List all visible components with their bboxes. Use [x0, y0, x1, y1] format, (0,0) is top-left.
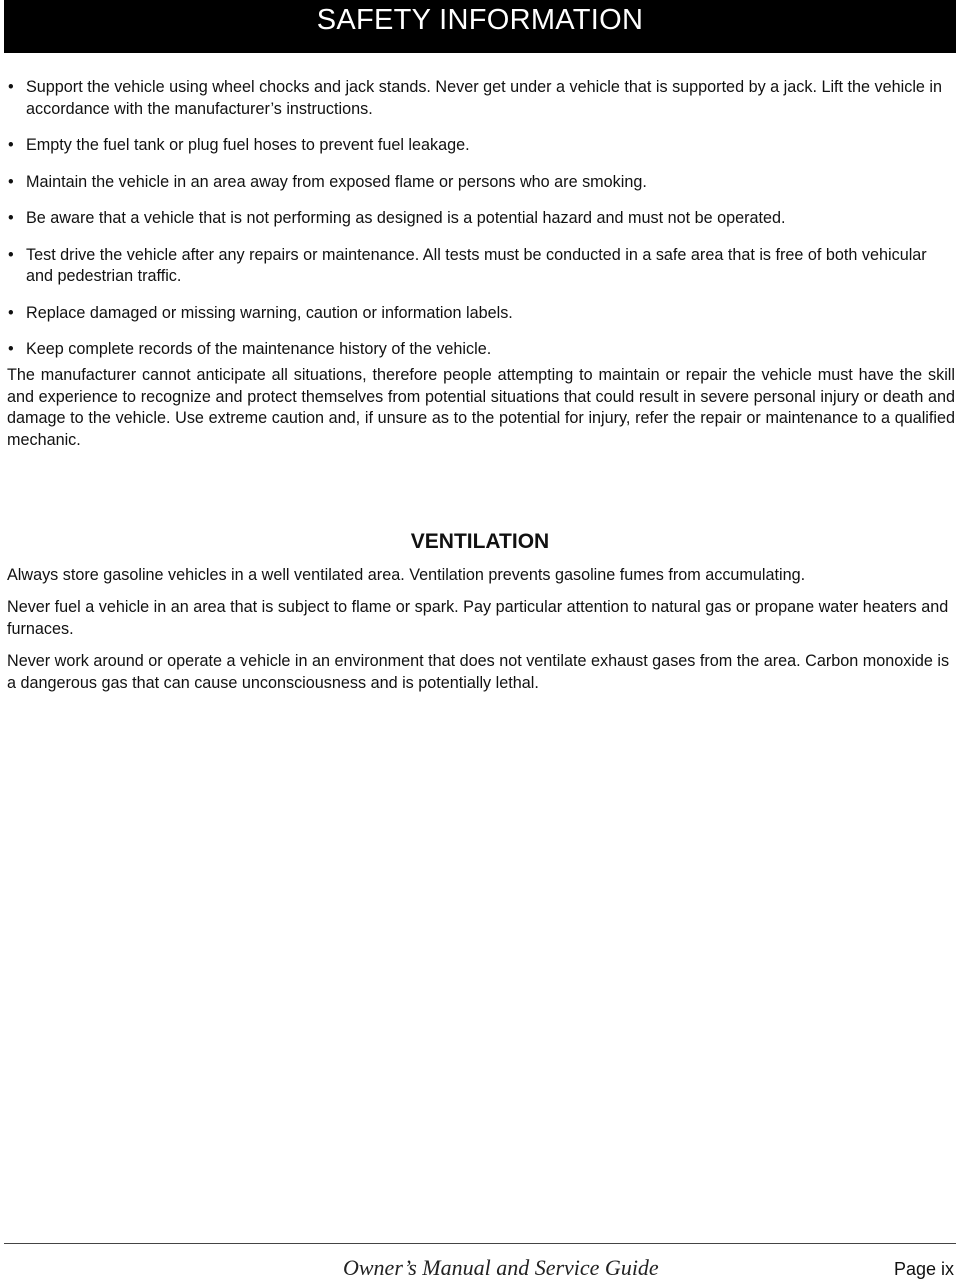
list-item — [6, 77, 956, 120]
list-item — [6, 245, 956, 288]
list-item-text: Keep complete records of the maintenance history of the vehicle. — [26, 340, 492, 358]
list-item — [6, 208, 956, 230]
list-item — [6, 303, 956, 325]
list-item — [6, 172, 956, 194]
footer-document-title: Owner’s Manual and Service Guide — [343, 1255, 659, 1280]
list-item-text: Support the vehicle using wheel chocks and jack stands. Never get under a vehicle that is supported by a jack. Lift the vehicle in accordance with the manufacturer’s instructions. — [26, 78, 943, 118]
page-title: SAFETY INFORMATION — [316, 4, 644, 36]
footer-divider — [4, 1243, 956, 1244]
section-header-bar — [4, 0, 956, 53]
list-item-text: Empty the fuel tank or plug fuel hoses to prevent fuel leakage. — [26, 136, 470, 154]
list-item-text: Be aware that a vehicle that is not performing as designed is a potential hazard and must not be operated. — [26, 209, 786, 227]
ventilation-heading: VENTILATION — [410, 530, 550, 553]
list-item-text: Replace damaged or missing warning, caution or information labels. — [26, 303, 513, 322]
bullet-icon: • — [8, 209, 14, 227]
list-item-text: Test drive the vehicle after any repairs or maintenance. All tests must be conducted in a safe area that is free of both vehicular and pedestrian traffic. — [26, 245, 927, 285]
bullet-icon: • — [8, 303, 14, 322]
bullet-icon: • — [8, 78, 14, 96]
list-item — [6, 135, 956, 157]
safety-bullet-list — [6, 77, 956, 376]
list-item — [6, 339, 956, 361]
page-number: Page ix — [893, 1259, 954, 1279]
ventilation-paragraph: Never work around or operate a vehicle in an environment that does not ventilate exhaust gases from the area. Carbon monoxide is a dangerous gas that can cause unconsciousness and is potentially lethal. — [7, 652, 950, 692]
bullet-icon: • — [8, 245, 14, 264]
ventilation-paragraph: Always store gasoline vehicles in a well ventilated area. Ventilation prevents gasoline fumes from accumulating. — [7, 566, 806, 584]
ventilation-paragraph: Never fuel a vehicle in an area that is subject to flame or spark. Pay particular attention to natural gas or propane water heaters and furnaces. — [7, 598, 949, 638]
bullet-icon: • — [8, 172, 14, 191]
bullet-icon: • — [8, 136, 14, 154]
bullet-icon: • — [8, 340, 14, 358]
list-item-text: Maintain the vehicle in an area away from exposed flame or persons who are smoking. — [26, 172, 647, 191]
safety-disclaimer-paragraph: The manufacturer cannot anticipate all situations, therefore people attempting to maintain or repair the vehicle must have the skill and experience to recognize and protect themselves from potential situations that could result in severe personal injury or death and damage to the vehicle. Use extreme caution and, if unsure as to the potential for injury, refer the repair or maintenance to a qualified mechanic. — [7, 366, 955, 449]
